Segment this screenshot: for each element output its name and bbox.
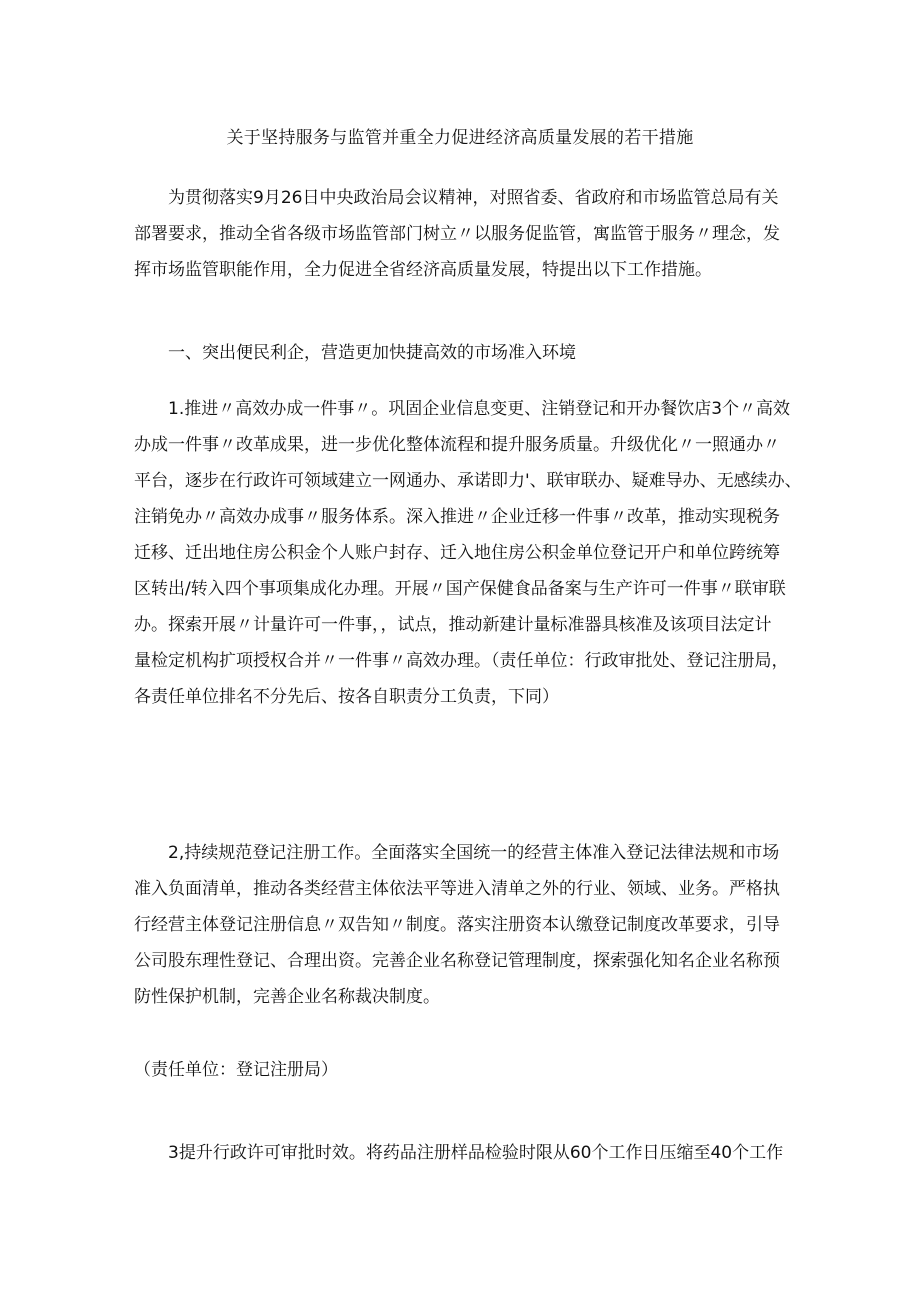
item-3-line: 3提升行政许可审批时效。将药品注册样品检验时限从60个工作日压缩至40个工作 [168, 1143, 784, 1163]
section-heading-1 [134, 335, 794, 371]
section-heading-text: 一、突出便民利企，营造更加快捷高效的市场准入环境 [168, 343, 576, 363]
item-1-line: 平台，逐步在行政许可领域建立一网通办、承诺即力'、联审联办、疑难导办、无感续办、 [134, 471, 802, 491]
item-1-line: 迁移、迁出地住房公积金个人账户封存、迁入地住房公积金单位登记开户和单位跨统筹 [134, 543, 780, 563]
intro-line: 部署要求，推动全省各级市场监管部门树立〃以服务促监管，寓监管于服务〃理念，发 [134, 224, 780, 244]
intro-paragraph [134, 180, 794, 288]
item-2-responsibility [134, 1052, 794, 1088]
item-3-paragraph [134, 1135, 794, 1171]
intro-line: 为贯彻落实9月26日中央政治局会议精神，对照省委、省政府和市场监管总局有关 [168, 188, 779, 208]
intro-line: 挥市场监管职能作用，全力促进全省经济高质量发展，特提出以下工作措施。 [134, 260, 712, 280]
item-1-line: 1.推进〃高效办成一件事〃。巩固企业信息变更、注销登记和开办餐饮店3个〃高效 [168, 399, 791, 419]
document-title: 关于坚持服务与监管并重全力促进经济高质量发展的若干措施 [226, 128, 694, 148]
item-1-paragraph [134, 391, 802, 715]
item-1-line: 注销免办〃高效办成事〃服务体系。深入推进〃企业迁移一件事〃改革，推动实现税务 [134, 507, 780, 527]
item-1-line: 量检定机构扩项授权合并〃一件事〃高效办理。（责任单位：行政审批处、登记注册局， [134, 651, 789, 671]
item-2-line: 2,持续规范登记注册工作。全面落实全国统一的经营主体准入登记法律法规和市场 [168, 843, 780, 863]
responsibility-text: （责任单位：登记注册局） [134, 1060, 338, 1080]
item-1-line: 办成一件事〃改革成果，进一步优化整体流程和提升服务质量。升级优化〃一照通办〃 [134, 435, 780, 455]
item-2-paragraph [134, 835, 794, 1015]
item-1-line: 区转出/转入四个事项集成化办理。开展〃国产保健食品备案与生产许可一件事〃联审联 [134, 579, 786, 599]
item-2-line: 行经营主体登记注册信息〃双告知〃制度。落实注册资本认缴登记制度改革要求，引导 [134, 915, 780, 935]
item-2-line: 防性保护机制，完善企业名称裁决制度。 [134, 987, 440, 1007]
item-2-line: 公司股东理性登记、合理出资。完善企业名称登记管理制度，探索强化知名企业名称预 [134, 951, 780, 971]
item-1-line: 各责任单位排名不分先后、按各自职责分工负责，下同） [134, 687, 559, 707]
item-2-line: 准入负面清单，推动各类经营主体依法平等进入清单之外的行业、领域、业务。严格执 [134, 879, 780, 899]
item-1-line: 办。探索开展〃计量许可一件事，，试点，推动新建计量标准器具核准及该项目法定计 [134, 615, 772, 635]
